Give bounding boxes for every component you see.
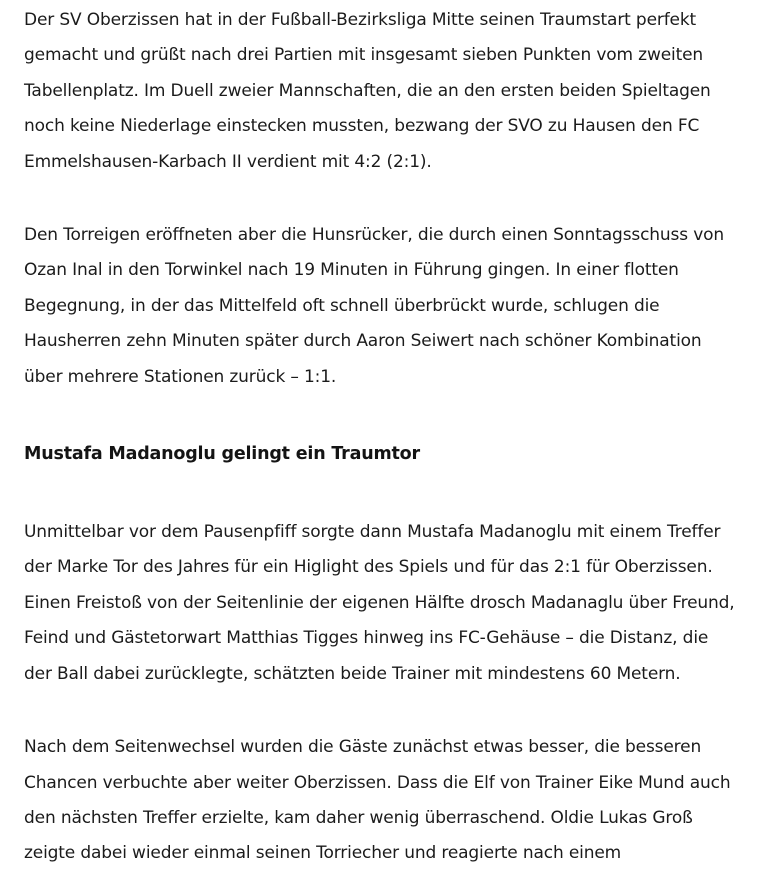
text-line: Emmelshausen-Karbach II verdient mit 4:2 (2:1). bbox=[24, 151, 432, 172]
text-line: den nächsten Treffer erzielte, kam daher wenig überraschend. Oldie Lukas Groß bbox=[24, 807, 693, 828]
section-subheading: Mustafa Madanoglu gelingt ein Traumtor bbox=[24, 444, 420, 465]
text-line: über mehrere Stationen zurück – 1:1. bbox=[24, 366, 337, 387]
text-line: Begegnung, in der das Mittelfeld oft schnell überbrückt wurde, schlugen die bbox=[24, 295, 660, 316]
paragraph-dream-goal bbox=[24, 512, 764, 692]
paragraph-intro bbox=[24, 0, 764, 180]
text-line: Ozan Inal in den Torwinkel nach 19 Minuten in Führung gingen. In einer flotten bbox=[24, 260, 679, 281]
text-line: noch keine Niederlage einstecken mussten, bezwang der SVO zu Hausen den FC bbox=[24, 116, 700, 137]
text-line: gemacht und grüßt nach drei Partien mit insgesamt sieben Punkten vom zweiten bbox=[24, 45, 704, 66]
text-line: Unmittelbar vor dem Pausenpfiff sorgte dann Mustafa Madanoglu mit einem Treffer bbox=[24, 522, 721, 543]
text-line: Der SV Oberzissen hat in der Fußball-Bezirksliga Mitte seinen Traumstart perfekt bbox=[24, 10, 697, 30]
text-line: Tabellenplatz. Im Duell zweier Mannschaften, die an den ersten beiden Spieltagen bbox=[24, 80, 711, 101]
text-line: Hausherren zehn Minuten später durch Aaron Seiwert nach schöner Kombination bbox=[24, 331, 702, 352]
text-line: Feind und Gästetorwart Matthias Tigges hinweg ins FC-Gehäuse – die Distanz, die bbox=[24, 628, 709, 649]
text-line: Einen Freistoß von der Seitenlinie der eigenen Hälfte drosch Madanaglu über Freund, bbox=[24, 592, 735, 613]
text-line: Chancen verbuchte aber weiter Oberzissen. Dass die Elf von Trainer Eike Mund auch bbox=[24, 772, 731, 793]
text-line: der Ball dabei zurücklegte, schätzten beide Trainer mit mindestens 60 Metern. bbox=[24, 663, 681, 684]
text-line: Den Torreigen eröffneten aber die Hunsrücker, die durch einen Sonntagsschuss von bbox=[24, 225, 725, 246]
article-body bbox=[24, 0, 764, 872]
text-line: Nach dem Seitenwechsel wurden die Gäste zunächst etwas besser, die besseren bbox=[24, 737, 702, 758]
text-line: der Marke Tor des Jahres für ein Higlight des Spiels und für das 2:1 für Oberzissen. bbox=[24, 557, 713, 578]
paragraph-second-half bbox=[24, 727, 764, 872]
paragraph-first-goals bbox=[24, 215, 764, 395]
text-line: zeigte dabei wieder einmal seinen Torriecher und reagierte nach einem bbox=[24, 843, 622, 864]
